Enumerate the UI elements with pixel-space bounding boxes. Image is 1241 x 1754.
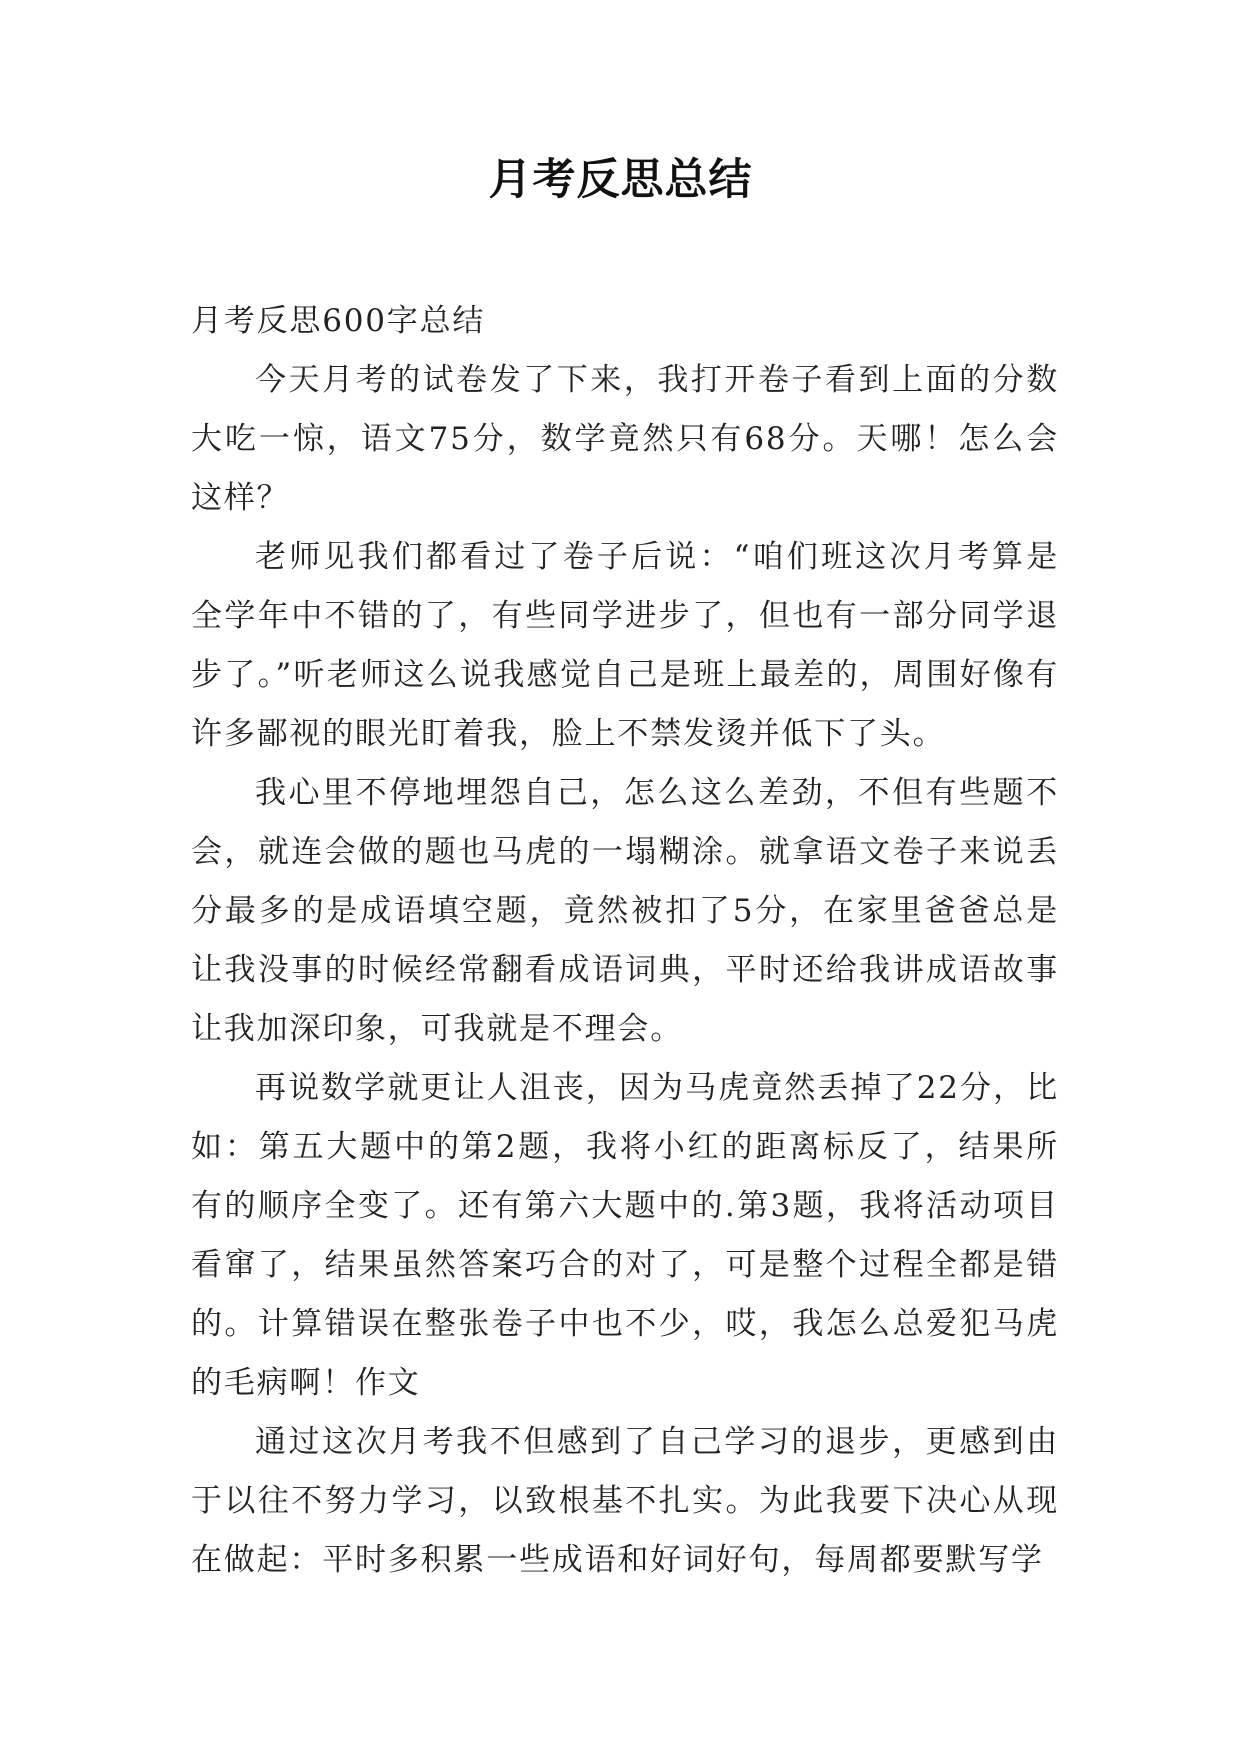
document-title: 月考反思总结 xyxy=(488,155,753,205)
document-body xyxy=(191,292,1059,1590)
paragraph: 老师见我们都看过了卷子后说：“咱们班这次月考算是全学年中不错的了，有些同学进步了，但也有一部分同学退步了。”听老师这么说我感觉自己是班上最差的，周围好像有许多鄙视的眼光盯着我，脸上不禁发烫并低下了头。 xyxy=(191,539,1059,752)
paragraph: 再说数学就更让人沮丧，因为马虎竟然丢掉了22分，比如：第五大题中的第2题，我将小红的距离标反了，结果所有的顺序全变了。还有第六大题中的.第3题，我将活动项目看窜了，结果虽然答案巧合的对了，可是整个过程全都是错的。计算错误在整张卷子中也不少，哎，我怎么总爱犯马虎的毛病啊！作文 xyxy=(191,1070,1059,1401)
document-subtitle: 月考反思600字总结 xyxy=(191,303,486,339)
paragraph: 我心里不停地埋怨自己，怎么这么差劲，不但有些题不会，就连会做的题也马虎的一塌糊涂。就拿语文卷子来说丢分最多的是成语填空题，竟然被扣了5分，在家里爸爸总是让我没事的时候经常翻看成语词典，平时还给我讲成语故事让我加深印象，可我就是不理会。 xyxy=(191,775,1059,1047)
paragraph: 今天月考的试卷发了下来，我打开卷子看到上面的分数大吃一惊，语文75分，数学竟然只有68分。天哪！怎么会这样？ xyxy=(191,362,1059,516)
paragraph: 通过这次月考我不但感到了自己学习的退步，更感到由于以往不努力学习，以致根基不扎实。为此我要下决心从现在做起：平时多积累一些成语和好词好句，每周都要默写学 xyxy=(191,1424,1059,1578)
